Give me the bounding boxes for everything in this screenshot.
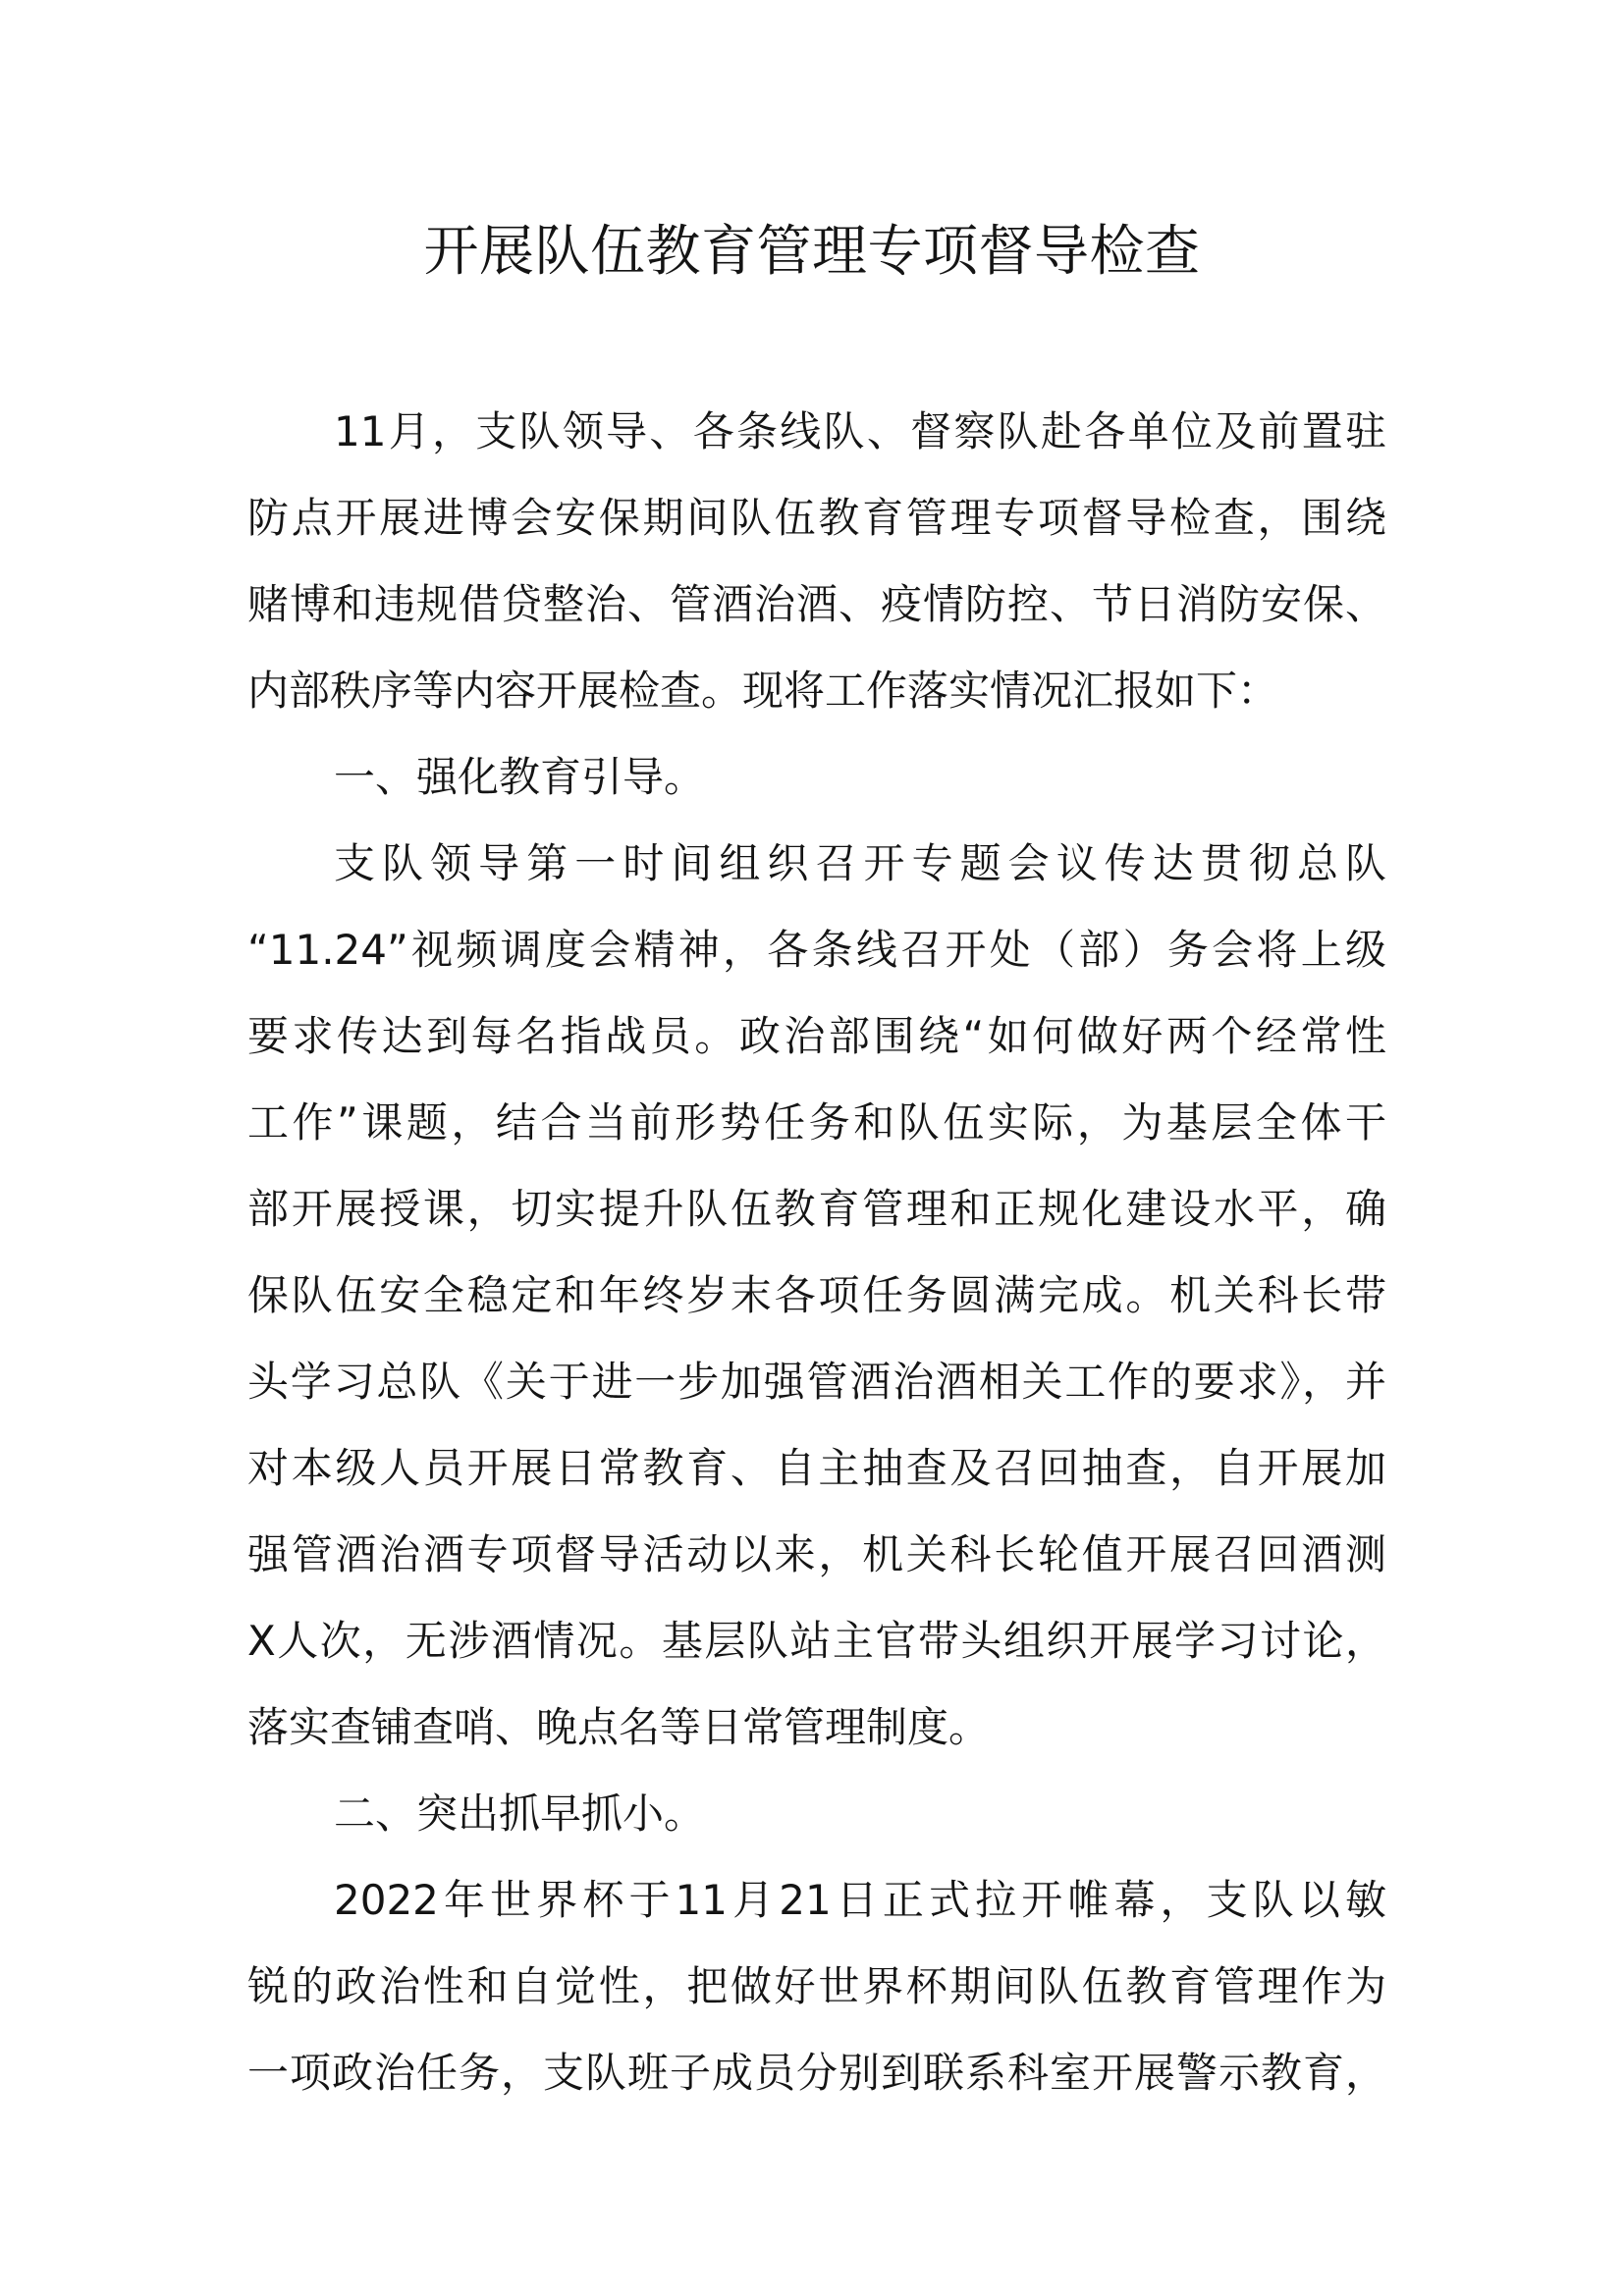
- body-text-line: 部开展授课，切实提升队伍教育管理和正规化建设水平，确: [247, 1185, 1386, 1233]
- body-text-line: 二、突出抓早抓小。: [334, 1789, 706, 1838]
- body-text-line: 赌博和违规借贷整治、管酒治酒、疫情防控、节日消防安保、: [247, 580, 1386, 628]
- body-text-line: 2022年世界杯于11月21日正式拉开帷幕，支队以敏: [334, 1876, 1386, 1924]
- body-text-line: 落实查铺查哨、晚点名等日常管理制度。: [247, 1703, 991, 1751]
- body-text-line: 11月，支队领导、各条线队、督察队赴各单位及前置驻: [334, 407, 1386, 455]
- body-text-line: 一项政治任务，支队班子成员分别到联系科室开展警示教育，: [247, 2049, 1386, 2097]
- body-text-line: X人次，无涉酒情况。基层队站主官带头组织开展学习讨论，: [247, 1617, 1386, 1665]
- body-text-line: 锐的政治性和自觉性，把做好世界杯期间队伍教育管理作为: [247, 1962, 1386, 2010]
- body-text-line: 一、强化教育引导。: [334, 753, 706, 801]
- document-body: [247, 389, 1386, 2116]
- document-title: 开展队伍教育管理专项督导检查: [423, 220, 1201, 284]
- body-text-line: 要求传达到每名指战员。政治部围绕“如何做好两个经常性: [247, 1012, 1386, 1060]
- body-text-line: 强管酒治酒专项督导活动以来，机关科长轮值开展召回酒测: [247, 1530, 1386, 1578]
- body-text-line: 工作”课题，结合当前形势任务和队伍实际，为基层全体干: [247, 1098, 1386, 1147]
- body-text-line: 对本级人员开展日常教育、自主抽查及召回抽查，自开展加: [247, 1444, 1386, 1492]
- body-text-line: 内部秩序等内容开展检查。现将工作落实情况汇报如下：: [247, 667, 1279, 715]
- body-text-line: 头学习总队《关于进一步加强管酒治酒相关工作的要求》，并: [247, 1358, 1386, 1406]
- body-text-line: “11.24”视频调度会精神，各条线召开处（部）务会将上级: [247, 926, 1386, 974]
- body-text-line: 防点开展进博会安保期间队伍教育管理专项督导检查，围绕: [247, 494, 1386, 542]
- body-text-line: 支队领导第一时间组织召开专题会议传达贯彻总队: [334, 839, 1386, 887]
- body-text-line: 保队伍安全稳定和年终岁末各项任务圆满完成。机关科长带: [247, 1271, 1386, 1319]
